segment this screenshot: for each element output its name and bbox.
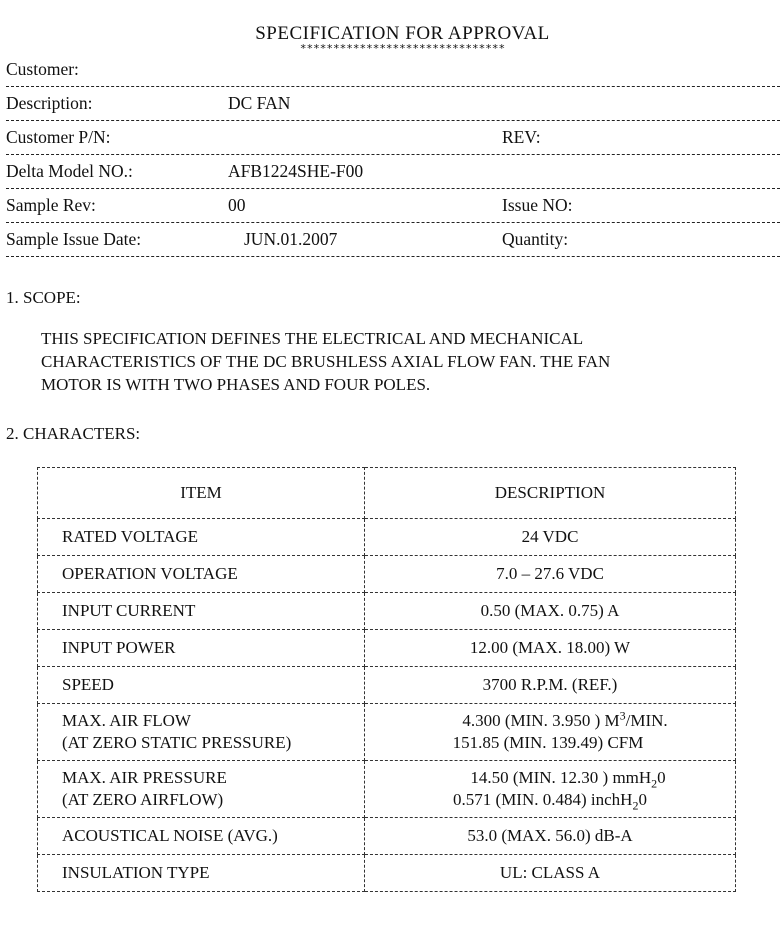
table-row bbox=[38, 818, 736, 855]
scope-text bbox=[41, 327, 761, 396]
scope-line: CHARACTERISTICS OF THE DC BRUSHLESS AXIAL FLOW FAN. THE FAN bbox=[41, 352, 611, 371]
desc-cell: 24 VDC bbox=[365, 519, 736, 556]
sample-rev-label: Sample Rev: bbox=[6, 195, 96, 215]
customer-pn-row bbox=[6, 120, 780, 155]
table-row bbox=[38, 593, 736, 630]
scope-line: MOTOR IS WITH TWO PHASES AND FOUR POLES. bbox=[41, 375, 431, 394]
model-row bbox=[6, 154, 780, 189]
desc-text: 0 bbox=[638, 790, 647, 809]
desc-cell: 0.50 (MAX. 0.75) A bbox=[365, 593, 736, 630]
characters-table bbox=[37, 467, 736, 892]
description-row bbox=[6, 86, 780, 121]
issue-date-value: JUN.01.2007 bbox=[244, 229, 338, 249]
subscript: 2 bbox=[632, 798, 639, 813]
desc-text: 0 bbox=[657, 768, 666, 787]
desc-cell: UL: CLASS A bbox=[365, 855, 736, 892]
desc-cell: 3700 R.P.M. (REF.) bbox=[365, 667, 736, 704]
item-cell: ACOUSTICAL NOISE (AVG.) bbox=[38, 818, 365, 855]
desc-cell: 12.00 (MAX. 18.00) W bbox=[365, 630, 736, 667]
superscript: 3 bbox=[619, 708, 626, 723]
desc-line bbox=[365, 789, 735, 811]
issue-date-label: Sample Issue Date: bbox=[6, 229, 142, 249]
issue-no-label: Issue NO: bbox=[502, 195, 573, 215]
table-row bbox=[38, 761, 736, 818]
scope-line: THIS SPECIFICATION DEFINES THE ELECTRICAL AND MECHANICAL bbox=[41, 329, 584, 348]
table-row bbox=[38, 630, 736, 667]
desc-text: 0.571 (MIN. 0.484) inchH bbox=[453, 790, 633, 809]
item-cell: INSULATION TYPE bbox=[38, 855, 365, 892]
item-cell bbox=[38, 761, 365, 818]
sample-rev-row bbox=[6, 188, 780, 223]
item-line: (AT ZERO AIRFLOW) bbox=[62, 790, 224, 809]
item-line: MAX. AIR PRESSURE bbox=[62, 768, 227, 787]
scope-heading: 1. SCOPE: bbox=[6, 288, 81, 307]
item-line: MAX. AIR FLOW bbox=[62, 711, 191, 730]
model-label: Delta Model NO.: bbox=[6, 161, 133, 181]
desc-line bbox=[365, 767, 735, 789]
desc-line: 151.85 (MIN. 139.49) CFM bbox=[452, 733, 644, 752]
sample-rev-value: 00 bbox=[228, 195, 246, 215]
item-line: (AT ZERO STATIC PRESSURE) bbox=[62, 733, 292, 752]
characters-heading: 2. CHARACTERS: bbox=[6, 424, 141, 443]
rev-label: REV: bbox=[502, 127, 541, 147]
table-row bbox=[38, 855, 736, 892]
item-cell: OPERATION VOLTAGE bbox=[38, 556, 365, 593]
desc-text: 4.300 (MIN. 3.950 ) M bbox=[462, 711, 620, 730]
item-cell: SPEED bbox=[38, 667, 365, 704]
customer-label: Customer: bbox=[6, 59, 79, 79]
desc-cell bbox=[365, 761, 736, 818]
customer-row bbox=[6, 52, 780, 87]
table-row bbox=[38, 556, 736, 593]
table-header-row bbox=[38, 468, 736, 519]
issue-date-row bbox=[6, 222, 780, 257]
model-value: AFB1224SHE-F00 bbox=[228, 161, 364, 181]
col-desc-header: DESCRIPTION bbox=[365, 468, 736, 519]
table-row bbox=[38, 667, 736, 704]
item-cell bbox=[38, 704, 365, 761]
desc-text: 14.50 (MIN. 12.30 ) mmH bbox=[470, 768, 652, 787]
description-value: DC FAN bbox=[228, 93, 291, 113]
item-cell: INPUT POWER bbox=[38, 630, 365, 667]
subscript: 2 bbox=[651, 776, 658, 791]
quantity-label: Quantity: bbox=[502, 229, 569, 249]
description-label: Description: bbox=[6, 93, 93, 113]
item-cell: RATED VOLTAGE bbox=[38, 519, 365, 556]
table-row bbox=[38, 704, 736, 761]
title-block bbox=[0, 24, 780, 54]
desc-cell: 7.0 – 27.6 VDC bbox=[365, 556, 736, 593]
desc-text: /MIN. bbox=[625, 711, 668, 730]
table-row bbox=[38, 519, 736, 556]
document-title: SPECIFICATION FOR APPROVAL bbox=[255, 23, 550, 44]
title-underline: ******************************* bbox=[299, 42, 506, 55]
col-item-header: ITEM bbox=[38, 468, 365, 519]
desc-line bbox=[365, 710, 735, 732]
customer-pn-label: Customer P/N: bbox=[6, 127, 111, 147]
desc-cell bbox=[365, 704, 736, 761]
item-cell: INPUT CURRENT bbox=[38, 593, 365, 630]
desc-cell: 53.0 (MAX. 56.0) dB-A bbox=[365, 818, 736, 855]
